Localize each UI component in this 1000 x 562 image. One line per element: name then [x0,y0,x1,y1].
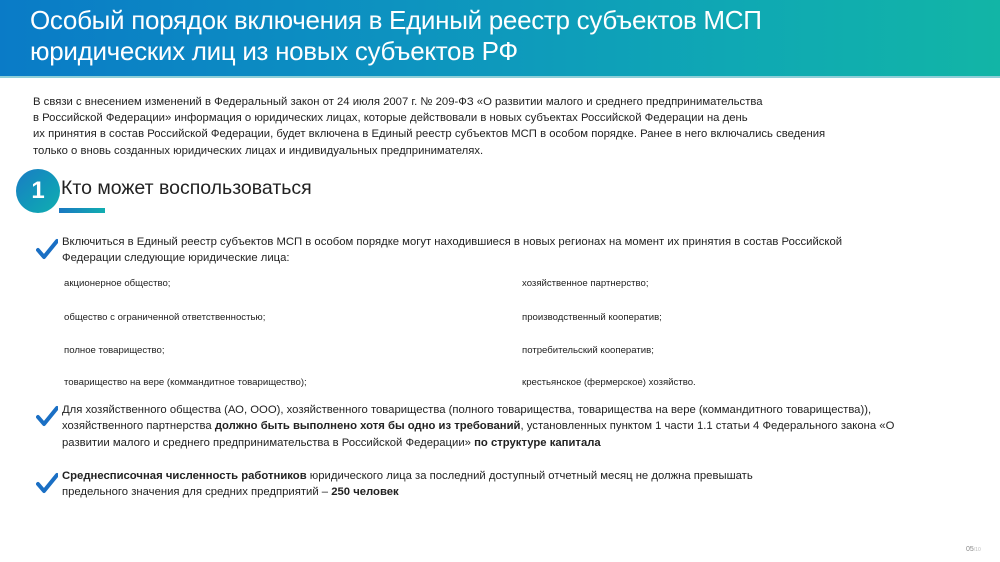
intro-line: их принятия в состав Российской Федерации, будет включена в Единый реестр субъектов МСП в особом порядке. Ранее в него включались сведения [33,128,826,141]
entity-item: крестьянское (фермерское) хозяйство. [522,377,696,388]
entity-item: общество с ограниченной ответственностью; [64,312,266,323]
slide-title [30,5,930,67]
capital-line-3 [62,435,894,451]
text-fragment: предельного значения для средних предприятий – [62,486,332,499]
checkmark-icon [36,405,58,427]
emphasis-text: Среднесписочная численность работников [62,470,307,482]
section-title: Кто может воспользоваться [61,177,312,199]
headcount-paragraph [62,468,753,501]
entity-item: полное товарищество; [64,345,165,356]
entity-item: производственный кооператив; [522,312,662,323]
headcount-line-1 [62,468,753,484]
entity-item: хозяйственное партнерство; [522,278,649,289]
page-number-value: 05 [966,546,974,553]
intro-paragraph [33,94,973,159]
capital-line-1: Для хозяйственного общества (АО, ООО), хозяйственного товарищества (полного товарищества, товарищества на вере (коммандитного товарищества)), [62,404,872,416]
section-number-badge: 1 [16,169,60,213]
intro-line: В связи с внесением изменений в Федеральный закон от 24 июля 2007 г. № 209-ФЗ «О развитии малого и среднего предпринимательства [33,96,763,108]
intro-line: в Российской Федерации» информация о юридических лицах, которые действовали в новых субъектах Российской Федерации на день [33,112,748,125]
eligibility-line: Федерации следующие юридические лица: [62,252,290,265]
text-fragment: , установленных пунктом 1 части 1.1 статьи 4 Федерального закона «О [520,420,895,433]
eligibility-paragraph [62,234,842,267]
section-heading [16,169,416,219]
entity-item: акционерное общество; [64,278,171,289]
capital-structure-paragraph [62,402,894,451]
page-number-suffix: /10 [973,547,981,553]
section-underline [59,208,105,213]
text-fragment: юридического лица за последний доступный отчетный месяц не должна превышать [306,470,753,482]
page-number [966,546,981,553]
emphasis-text: должно быть выполнено хотя бы одно из требований [214,420,521,433]
intro-line: только о вновь созданных юридических лицах и индивидуальных предпринимателях. [33,144,484,157]
slide-header [0,0,1000,78]
text-fragment: хозяйственного партнерства [62,420,215,433]
entity-item: товарищество на вере (коммандитное товарищество); [64,377,307,388]
emphasis-text: 250 человек [331,486,399,499]
checkmark-icon [36,472,58,494]
checkmark-icon [36,238,58,260]
text-fragment: развитии малого и среднего предпринимательства в Российской Федерации» [62,436,475,449]
slide-title-line-2: юридических лиц из новых субъектов РФ [30,36,518,66]
headcount-line-2 [62,484,753,500]
entity-item: потребительский кооператив; [522,345,654,356]
emphasis-text: по структуре капитала [474,436,601,449]
capital-line-2 [62,418,894,434]
eligibility-line: Включиться в Единый реестр субъектов МСП в особом порядке могут находившиеся в новых регионах на момент их принятия в состав Российской [62,236,843,248]
slide-title-line-1: Особый порядок включения в Единый реестр субъектов МСП [30,5,762,35]
